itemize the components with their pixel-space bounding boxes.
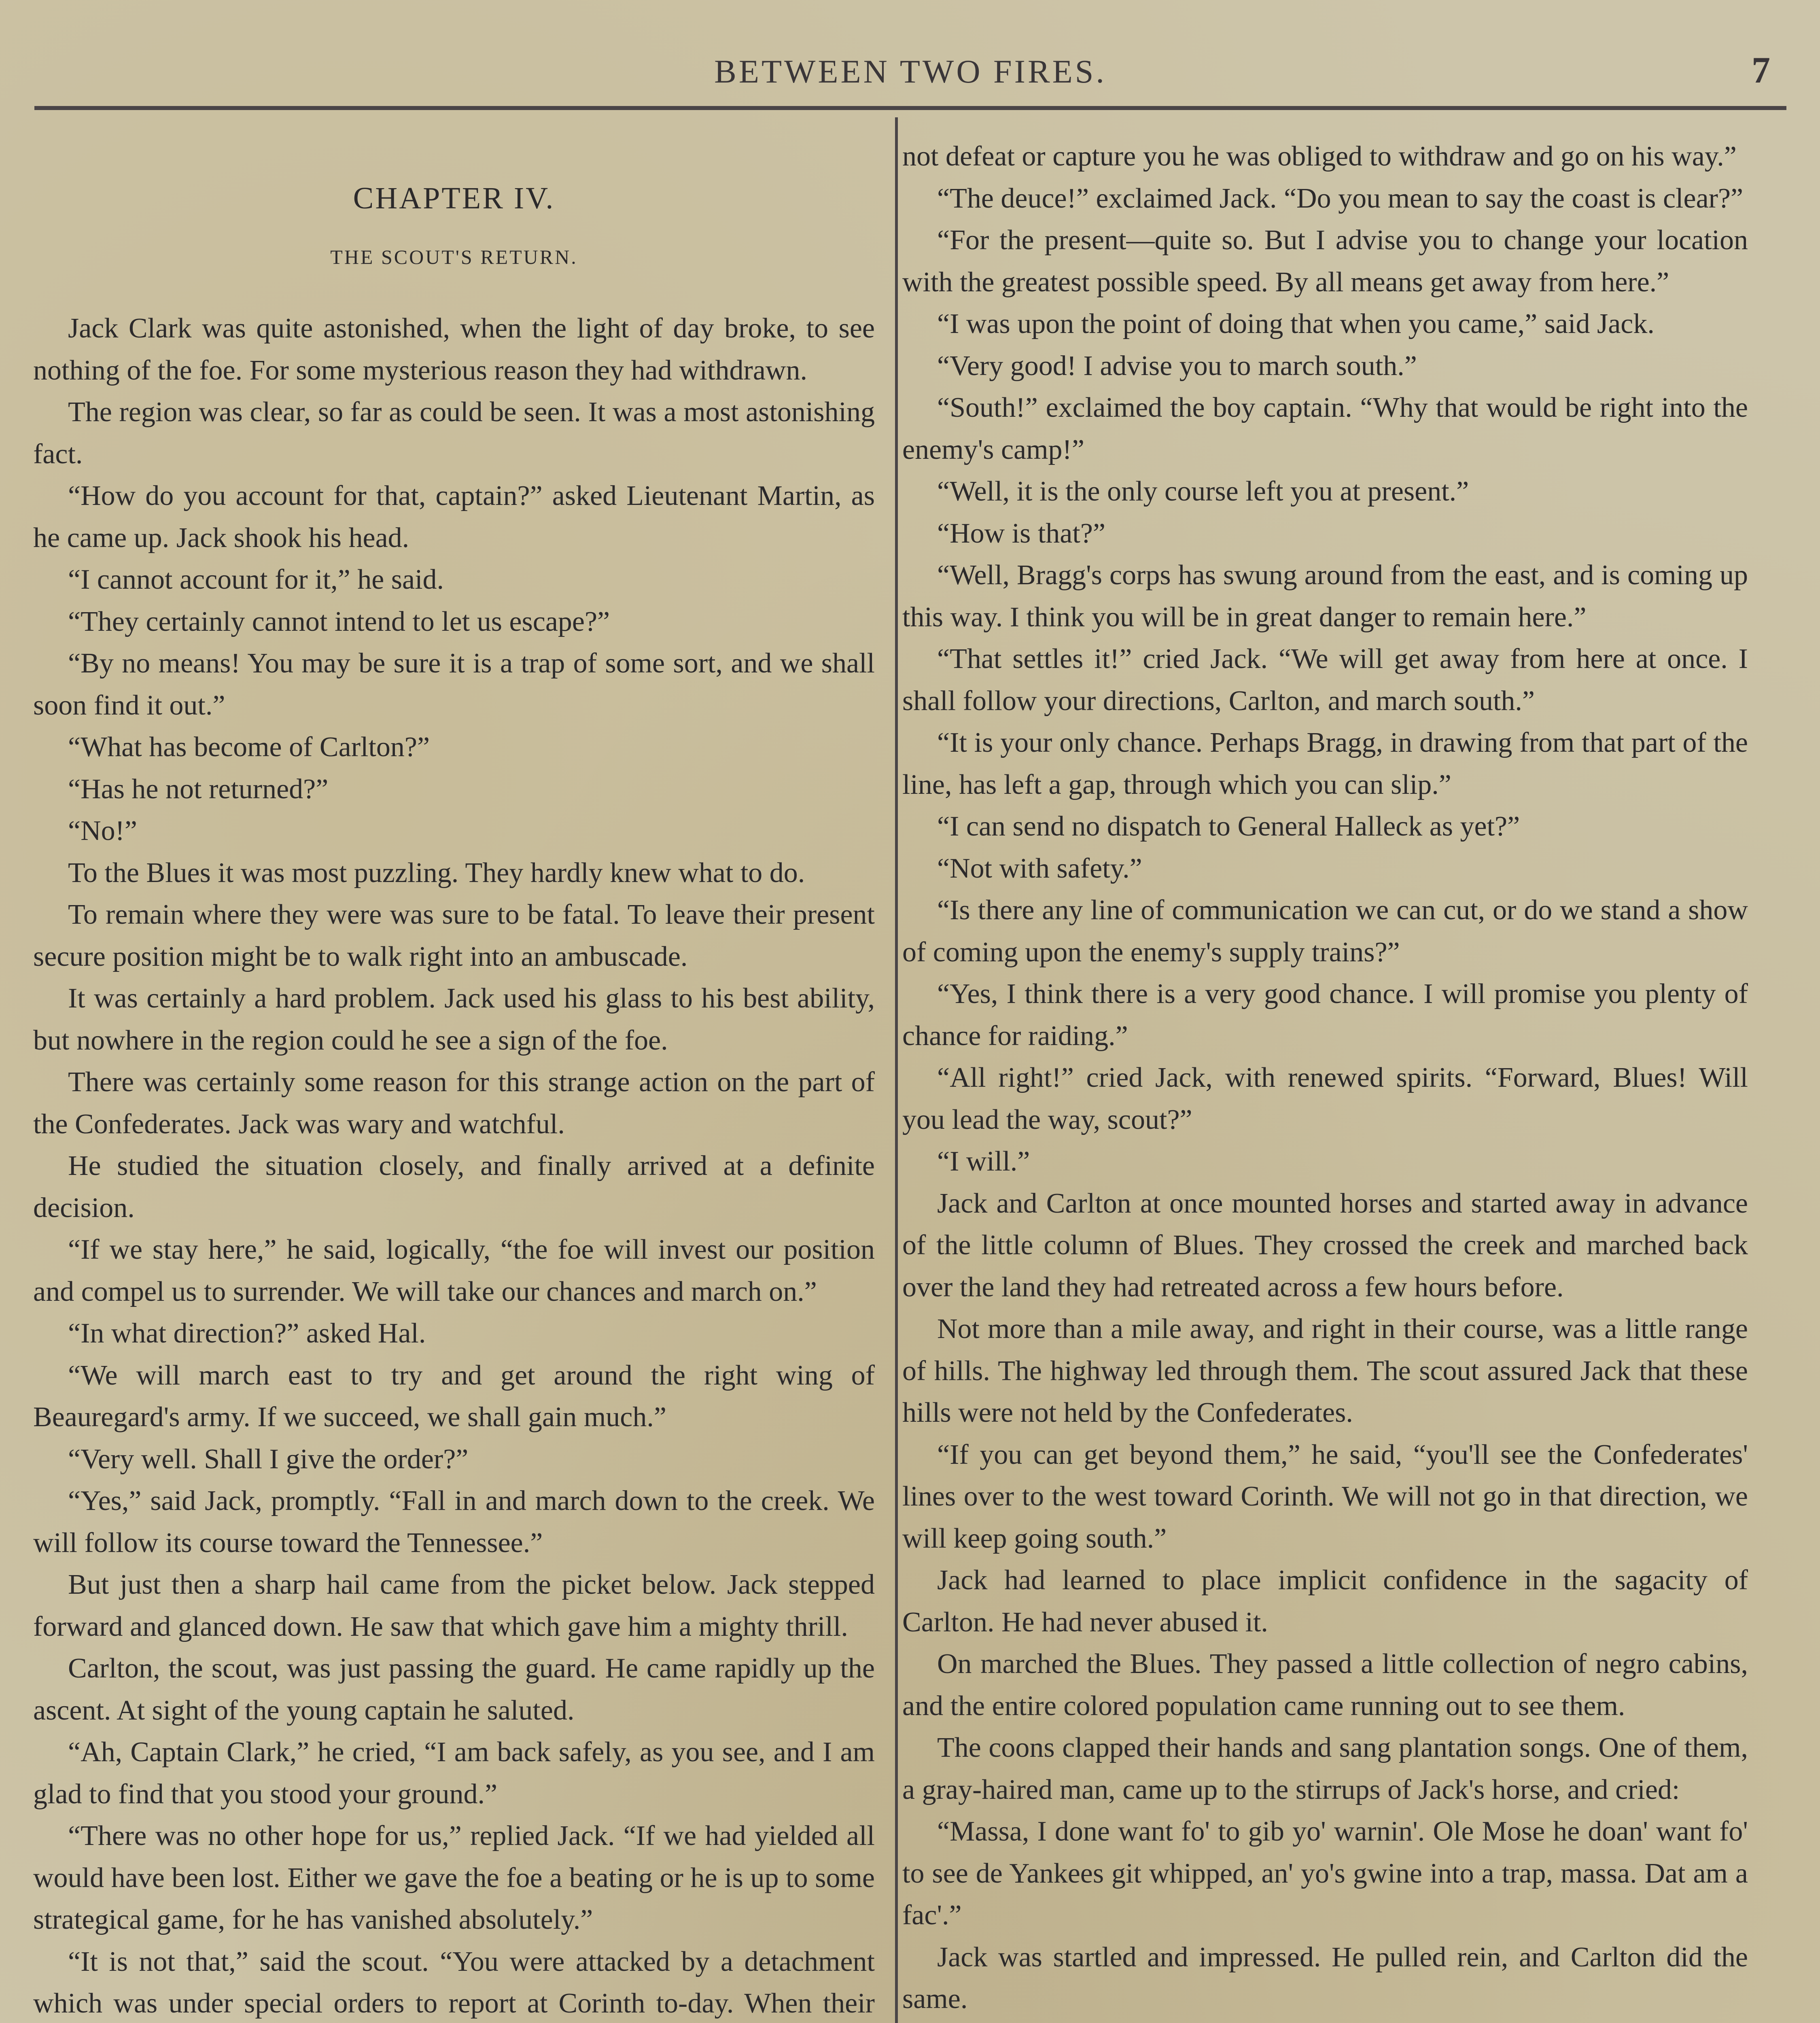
paragraph: “In what direction?” asked Hal. [68, 1318, 426, 1349]
chapter-subtitle: THE SCOUT'S RETURN. [330, 246, 578, 268]
paragraph: “It is not that,” said the scout. “You were attacked by a detachment which was under special orders to report at Corinth to-day. When their [33, 1946, 875, 2019]
paragraph: “Has he not returned?” [68, 773, 329, 805]
paragraph: To remain where they were was sure to be fatal. To leave their present secure position might be to walk right into an ambuscade. [33, 899, 875, 972]
paragraph: To the Blues it was most puzzling. They hardly knew what to do. [68, 857, 805, 889]
paragraph: “Not with safety.” [937, 852, 1142, 884]
paragraph: “By no means! You may be sure it is a trap of some sort, and we shall soon find it out.” [33, 648, 875, 721]
paragraph: “If we stay here,” he said, logically, “the foe will invest our position and compel us to surrender. We will take our chances and march on.” [33, 1234, 875, 1307]
paragraph: Jack and Carlton at once mounted horses and started away in advance of the little column of Blues. They crossed the creek and marched back over the land they had retreated across a few hours before. [902, 1188, 1748, 1303]
paragraph: “We will march east to try and get around the right wing of Beauregard's army. If we succeed, we shall gain much.” [33, 1359, 875, 1433]
paragraph: “How is that?” [937, 517, 1105, 549]
right-column [902, 136, 1748, 2023]
paragraph: “The deuce!” exclaimed Jack. “Do you mean to say the coast is clear?” [937, 182, 1744, 214]
column-divider [895, 117, 898, 2023]
paragraph: “All right!” cried Jack, with renewed spirits. “Forward, Blues! Will you lead the way, scout?” [902, 1062, 1748, 1135]
paragraph: “That settles it!” cried Jack. “We will get away from here at once. I shall follow your directions, Carlton, and march south.” [902, 643, 1748, 717]
paragraph: “Very good! I advise you to march south.” [937, 350, 1417, 382]
paragraph: There was certainly some reason for this strange action on the part of the Confederates. Jack was wary and watchful. [33, 1067, 875, 1140]
paragraph: But just then a sharp hail came from the picket below. Jack stepped forward and glanced down. He saw that which gave him a mighty thrill. [33, 1569, 875, 1642]
paragraph: “Very well. Shall I give the order?” [68, 1443, 469, 1475]
paragraph: It was certainly a hard problem. Jack used his glass to his best ability, but nowhere in the region could he see a sign of the foe. [33, 983, 875, 1056]
paragraph: Not more than a mile away, and right in their course, was a little range of hills. The highway led through them. The scout assured Jack that these hills were not held by the Confederates. [902, 1313, 1748, 1428]
paragraph: “How do you account for that, captain?” asked Lieutenant Martin, as he came up. Jack shook his head. [33, 480, 875, 553]
paragraph: “What has become of Carlton?” [68, 732, 430, 763]
paragraph: Jack was startled and impressed. He pulled rein, and Carlton did the same. [902, 1941, 1748, 2015]
header-rule [34, 106, 1786, 110]
paragraph [902, 2020, 1748, 2023]
paragraph: “No!” [68, 815, 138, 846]
paragraph: “Well, it is the only course left you at present.” [937, 476, 1469, 507]
paragraph: He studied the situation closely, and finally arrived at a definite decision. [33, 1150, 875, 1224]
left-paragraphs [33, 307, 875, 2023]
paragraph: The region was clear, so far as could be seen. It was a most astonishing fact. [33, 397, 875, 470]
paragraph-continuation: not defeat or capture you he was obliged to withdraw and go on his way.” [902, 141, 1737, 172]
paragraph: “Is there any line of communication we can cut, or do we stand a show of coming upon the enemy's supply trains?” [902, 895, 1748, 968]
page-number: 7 [1752, 49, 1770, 91]
paragraph: “They certainly cannot intend to let us escape?” [68, 606, 610, 637]
paragraph: “There was no other hope for us,” replied Jack. “If we had yielded all would have been lost. Either we gave the foe a beating or he is up to some strategical game, for he has vanished absolutely.” [33, 1820, 875, 1935]
paragraph: “Yes, I think there is a very good chance. I will promise you plenty of chance for raiding.” [902, 978, 1748, 1052]
chapter-title: CHAPTER IV. [353, 181, 555, 215]
paragraph: “I was upon the point of doing that when you came,” said Jack. [937, 308, 1655, 339]
paragraph: Jack had learned to place implicit confidence in the sagacity of Carlton. He had never abused it. [902, 1565, 1748, 1638]
paragraph: “If you can get beyond them,” he said, “you'll see the Confederates' lines over to the west toward Corinth. We will not go in that direction, we will keep going south.” [902, 1439, 1748, 1554]
paragraph: “I can send no dispatch to General Halleck as yet?” [937, 811, 1520, 842]
running-title: BETWEEN TWO FIRES. [714, 53, 1107, 90]
paragraph: “I cannot account for it,” he said. [68, 564, 444, 595]
paragraph: “For the present—quite so. But I advise you to change your location with the greatest possible speed. By all means get away from here.” [902, 225, 1748, 298]
paragraph: “I will.” [937, 1146, 1030, 1177]
paragraph: “Well, Bragg's corps has swung around from the east, and is coming up this way. I think you will be in great danger to remain here.” [902, 560, 1748, 633]
paragraph: Carlton, the scout, was just passing the guard. He came rapidly up the ascent. At sight of the young captain he saluted. [33, 1653, 875, 1726]
paragraph: “South!” exclaimed the boy captain. “Why that would be right into the enemy's camp!” [902, 392, 1748, 465]
page-header [34, 45, 1786, 101]
paragraph: Jack Clark was quite astonished, when the light of day broke, to see nothing of the foe. For some mysterious reason they had withdrawn. [33, 313, 875, 386]
paragraph: “Massa, I done want fo' to gib yo' warnin'. Ole Mose he doan' want fo' to see de Yankees git whipped, an' yo's gwine into a trap, massa. Dat am a fac'.” [902, 1816, 1748, 1931]
paragraph: The coons clapped their hands and sang plantation songs. One of them, a gray-haired man, came up to the stirrups of Jack's horse, and cried: [902, 1732, 1748, 1805]
paragraph: “Ah, Captain Clark,” he cried, “I am back safely, as you see, and I am glad to find that you stood your ground.” [33, 1737, 875, 1810]
paragraph: “It is your only chance. Perhaps Bragg, in drawing from that part of the line, has left a gap, through which you can slip.” [902, 727, 1748, 800]
right-paragraphs [902, 178, 1748, 2023]
paragraph: On marched the Blues. They passed a little collection of negro cabins, and the entire colored population came running out to see them. [902, 1648, 1748, 1722]
left-column [33, 127, 875, 2023]
paragraph: “Yes,” said Jack, promptly. “Fall in and march down to the creek. We will follow its course toward the Tennessee.” [33, 1485, 875, 1559]
